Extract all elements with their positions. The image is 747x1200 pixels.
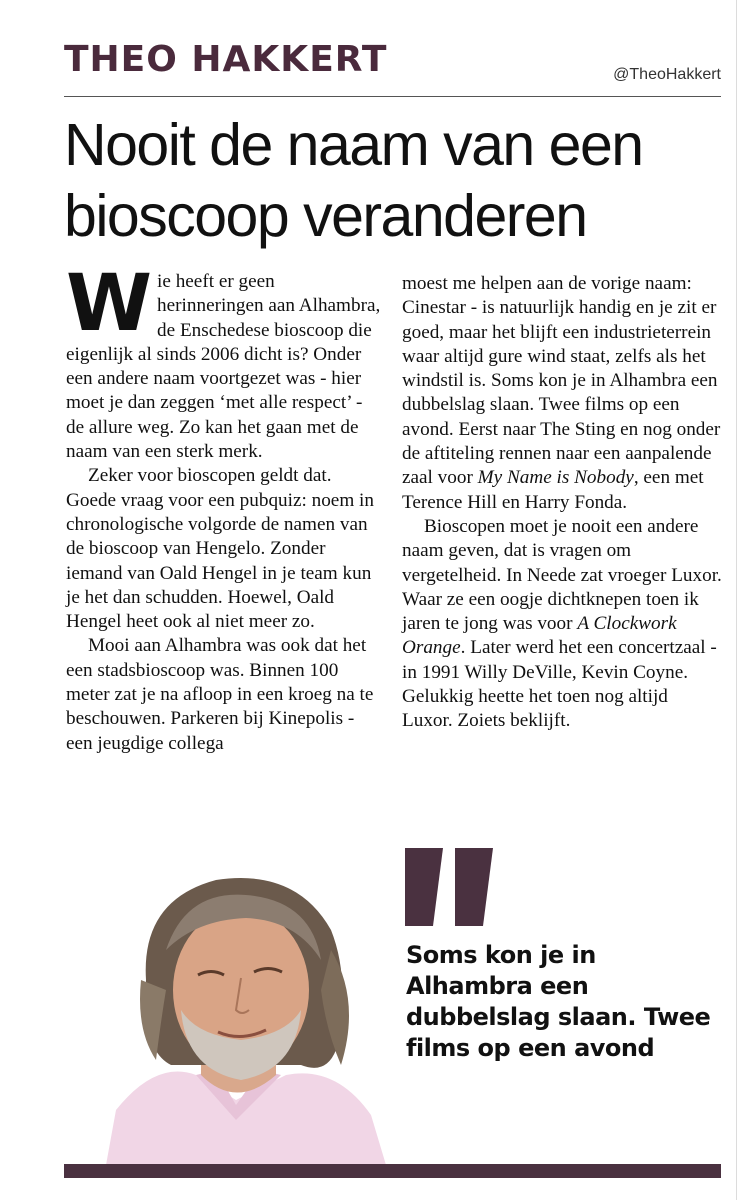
film-title: My Name is Nobody: [477, 467, 634, 489]
header-rule: [64, 96, 721, 97]
paragraph-text: , een met Terence Hill en Harry Fonda.: [402, 467, 704, 513]
paragraph: [66, 259, 382, 464]
article-column-1: [66, 259, 382, 756]
quote-mark-icon: [405, 848, 500, 926]
drop-cap: W: [66, 259, 150, 349]
paragraph-text: moest me helpen aan de vorige naam: Cinestar - is natuurlijk handig en je zit er goed, maar het blijft een industrieterrein waar altijd gure wind staat, zelfs als het windstil is. Soms kon je in Alhambra een dubbelslag slaan. Twee films op een avond. Eerst naar The Sting en nog onder de aftiteling rennen naar een aanpalende zaal voor: [402, 273, 721, 489]
paragraph-text: ie heeft er geen herinneringen aan Alhambra, de Enschedese bioscoop die eigenlijk al sinds 2006 dicht is? Onder een andere naam voortgezet was - hier moet je dan zeggen ‘met alle respect’ - de allure weg. Zo kan het gaan met de naam van een sterk merk.: [66, 271, 381, 463]
paragraph: [402, 272, 722, 515]
author-handle: @TheoHakkert: [613, 66, 721, 83]
paragraph: Mooi aan Alhambra was ook dat het een stadsbioscoop was. Binnen 100 meter zat je na afloop in een kroeg na te beschouwen. Parkeren bij Kinepolis - een jeugdige collega: [66, 635, 374, 754]
paragraph: [402, 515, 722, 734]
headline: Nooit de naam van een bioscoop veranderen: [64, 112, 643, 249]
article-column-2: [402, 272, 722, 734]
paragraph-text: . Later werd het een concertzaal - in 1991 Willy DeVille, Kevin Coyne. Gelukkig heette het toen nog altijd Luxor. Zoiets beklijft.: [402, 637, 717, 732]
author-name: THEO HAKKERT: [64, 39, 388, 80]
page-edge-line: [736, 0, 737, 1200]
paragraph-text: Bioscopen moet je nooit een andere naam geven, dat is vragen om vergetelheid. In Neede zat vroeger Luxor. Waar ze een oogje dichtknepen toen ik jaren te jong was voor: [402, 515, 722, 635]
author-photo: [86, 860, 386, 1165]
film-title: A Clockwork Orange: [402, 613, 677, 659]
footer-bar: [64, 1164, 721, 1178]
paragraph: Zeker voor bioscopen geldt dat. Goede vraag voor een pubquiz: noem in chronologische volgorde de namen van de bioscoop van Hengelo. Zonder iemand van Oald Hengel in je team kun je het dan schudden. Hoewel, Oald Hengel heet ook al niet meer zo.: [66, 465, 374, 633]
pull-quote: Soms kon je in Alhambra een dubbelslag slaan. Twee films op een avond: [406, 941, 711, 1062]
